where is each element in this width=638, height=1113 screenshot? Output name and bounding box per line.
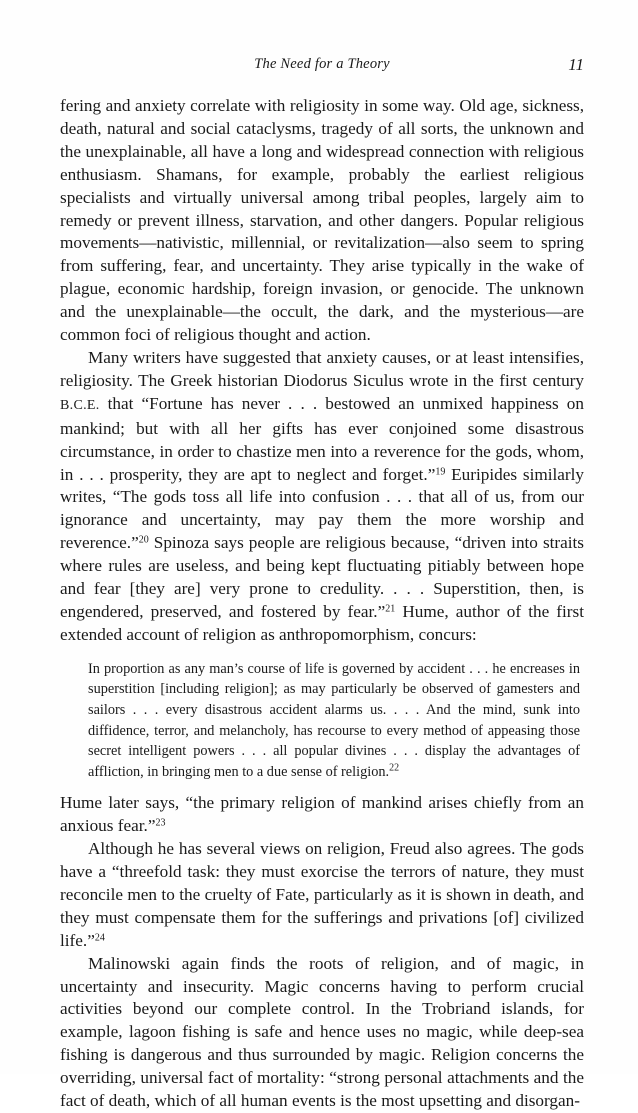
paragraph-malinowski: Malinowski again finds the roots of religion, and of magic, in uncertainty and insecurity. Magic concerns having to perform crucial activities beyond our complete control. In the Trobriand islands, for example, lagoon fishing is safe and hence uses no magic, while deep-sea fishing is dangerous and thus surrounded by magic. Religion concerns the overriding, universal fact of mortality: “strong personal attachments and the fact of death, which of all human events is the most upsetting and disorgan- <box>60 953 584 1111</box>
running-head: The Need for a Theory <box>254 56 390 72</box>
hume-block-quote <box>88 659 580 783</box>
page-header <box>60 56 584 78</box>
para2-text-5: Hume, author of the first extended account of religion as anthropomorphism, concurs: <box>60 601 584 644</box>
footnote-ref-20: 20 <box>138 534 149 546</box>
paragraph-freud <box>60 838 584 953</box>
paragraph-hume-later <box>60 792 584 838</box>
footnote-ref-23: 23 <box>155 817 166 829</box>
footnote-ref-21: 21 <box>385 603 396 615</box>
para2-text-3: Euripides similarly writes, “The gods toss all life into confusion . . . that all of us, from our ignorance and uncertainty, may pay them the more worship and reverence.” <box>60 464 584 553</box>
page-number: 11 <box>568 55 584 74</box>
footnote-ref-24: 24 <box>94 932 105 944</box>
para3-text: Hume later says, “the primary religion of mankind arises chiefly from an anxious fear.” <box>60 793 584 836</box>
para2-text-4: Spinoza says people are religious because, “driven into straits where rules are useless, and being kept fluctuating pitiably between hope and fear [they are] very prone to credulity. . . . Superstition, then, is engendered, preserved, and fostered by fear.” <box>60 533 584 621</box>
quote-text: In proportion as any man’s course of life is governed by accident . . . he encreases in superstition [including religion]; as may particularly be observed of gamesters and sailors . . . every disastrous accident alarms us. . . . And the mind, sunk into diffidence, terror, and melancholy, has recourse to every method of appeasing those secret intelligent powers . . . all popular divines . . . display the advantages of affliction, in bringing men to a due sense of religion. <box>88 660 580 780</box>
para4-text: Although he has several views on religion, Freud also agrees. The gods have a “threefold task: they must exorcise the terrors of nature, they must reconcile men to the cruelty of Fate, particularly as it is shown in death, and they must compensate them for the sufferings and privations [of] civilized life.” <box>60 839 584 950</box>
page-body <box>60 95 584 1113</box>
era-abbreviation: B.C.E. <box>60 397 100 413</box>
footnote-ref-19: 19 <box>435 466 446 477</box>
paragraph-continuation: fering and anxiety correlate with religiosity in some way. Old age, sickness, death, natural and social cataclysms, tragedy of all sorts, the unknown and the unexplainable, all have a long and widespread connection with religious enthusiasm. Shamans, for example, probably the earliest religious specialists and virtually universal among tribal peoples, largely aim to remedy or prevent illness, starvation, and other dangers. Popular religious movements—nativistic, millennial, or revitalization—also seem to spring from suffering, fear, and uncertainty. They arise typically in the wake of plague, economic hardship, foreign invasion, or genocide. The unknown and the unexplainable—the occult, the dark, and the mysterious—are common foci of religious thought and action. <box>60 96 584 345</box>
para2-text-2: that “Fortune has never . . . bestowed an unmixed happiness on mankind; but with all her gifts has ever conjoined some disastrous circumstance, in order to chastize men into a reverence for the gods, whom, in . . . prosperity, they are apt to neglect and forget.” <box>60 393 584 484</box>
footnote-ref-22: 22 <box>389 762 400 774</box>
para2-text-1: Many writers have suggested that anxiety causes, or at least intensifies, religiosity. The Greek historian Diodorus Siculus wrote in the first century <box>60 347 584 390</box>
paragraph-anxiety-religiosity <box>60 347 584 647</box>
